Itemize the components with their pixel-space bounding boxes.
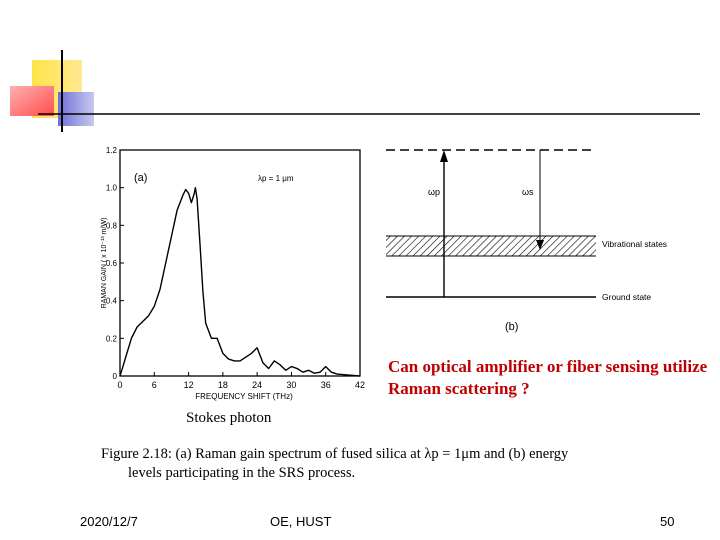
slide-decoration <box>0 0 720 140</box>
raman-question: Can optical amplifier or fiber sensing utilize Raman scattering ? <box>388 357 708 398</box>
stokes-photon-label: Stokes photon <box>186 410 272 426</box>
chart-annotation: λp = 1 μm <box>258 174 294 183</box>
footer-page-number: 50 <box>660 514 675 529</box>
vibrational-states-label: Vibrational states <box>602 239 668 249</box>
energy-level-diagram <box>380 140 690 340</box>
x-tick-label: 30 <box>286 380 297 390</box>
raman-gain-chart <box>98 140 370 402</box>
ground-state-label: Ground state <box>602 292 652 302</box>
x-tick-label: 36 <box>320 380 331 390</box>
y-tick-label: 0.4 <box>105 296 117 306</box>
caption-prefix: Figure 2.18 <box>101 446 168 462</box>
caption-line2: levels participating in the SRS process. <box>128 465 356 481</box>
omega-p-label: ωp <box>428 187 441 197</box>
x-tick-label: 6 <box>151 380 157 390</box>
x-tick-label: 0 <box>117 380 123 390</box>
footer-date: 2020/12/7 <box>80 514 138 529</box>
panel-b-label: (b) <box>505 321 519 333</box>
y-tick-label: 1.2 <box>105 146 117 155</box>
vibrational-band <box>386 236 596 256</box>
footer-center: OE, HUST <box>270 514 332 529</box>
y-tick-label: 0.2 <box>105 334 117 344</box>
y-tick-label: 1.0 <box>105 183 117 193</box>
x-tick-label: 24 <box>252 380 263 390</box>
caption-line1: : (a) Raman gain spectrum of fused silica at λp = 1μm and (b) energy <box>167 446 569 462</box>
deco-red-square <box>10 86 54 116</box>
chart-panel-label: (a) <box>134 172 148 184</box>
y-tick-label: 0 <box>112 372 117 381</box>
figure-caption <box>101 445 661 483</box>
x-tick-label: 42 <box>354 380 366 390</box>
chart-series <box>120 188 360 376</box>
chart-frame <box>120 150 360 376</box>
y-tick-label: 0.6 <box>105 259 117 268</box>
raman-gain-series-line <box>120 188 360 376</box>
x-tick-label: 18 <box>217 380 228 390</box>
pump-arrowhead <box>440 150 448 162</box>
chart-y-axis-label: RAMAN GAIN ( x 10⁻¹³ m/W) <box>101 217 108 309</box>
chart-x-axis-label: FREQUENCY SHIFT (THz) <box>195 392 293 401</box>
plot-frame <box>120 150 360 376</box>
omega-s-label: ωs <box>522 187 534 197</box>
deco-blue-square <box>58 92 94 126</box>
y-tick-label: 0.8 <box>105 221 117 231</box>
x-tick-label: 12 <box>183 380 194 390</box>
